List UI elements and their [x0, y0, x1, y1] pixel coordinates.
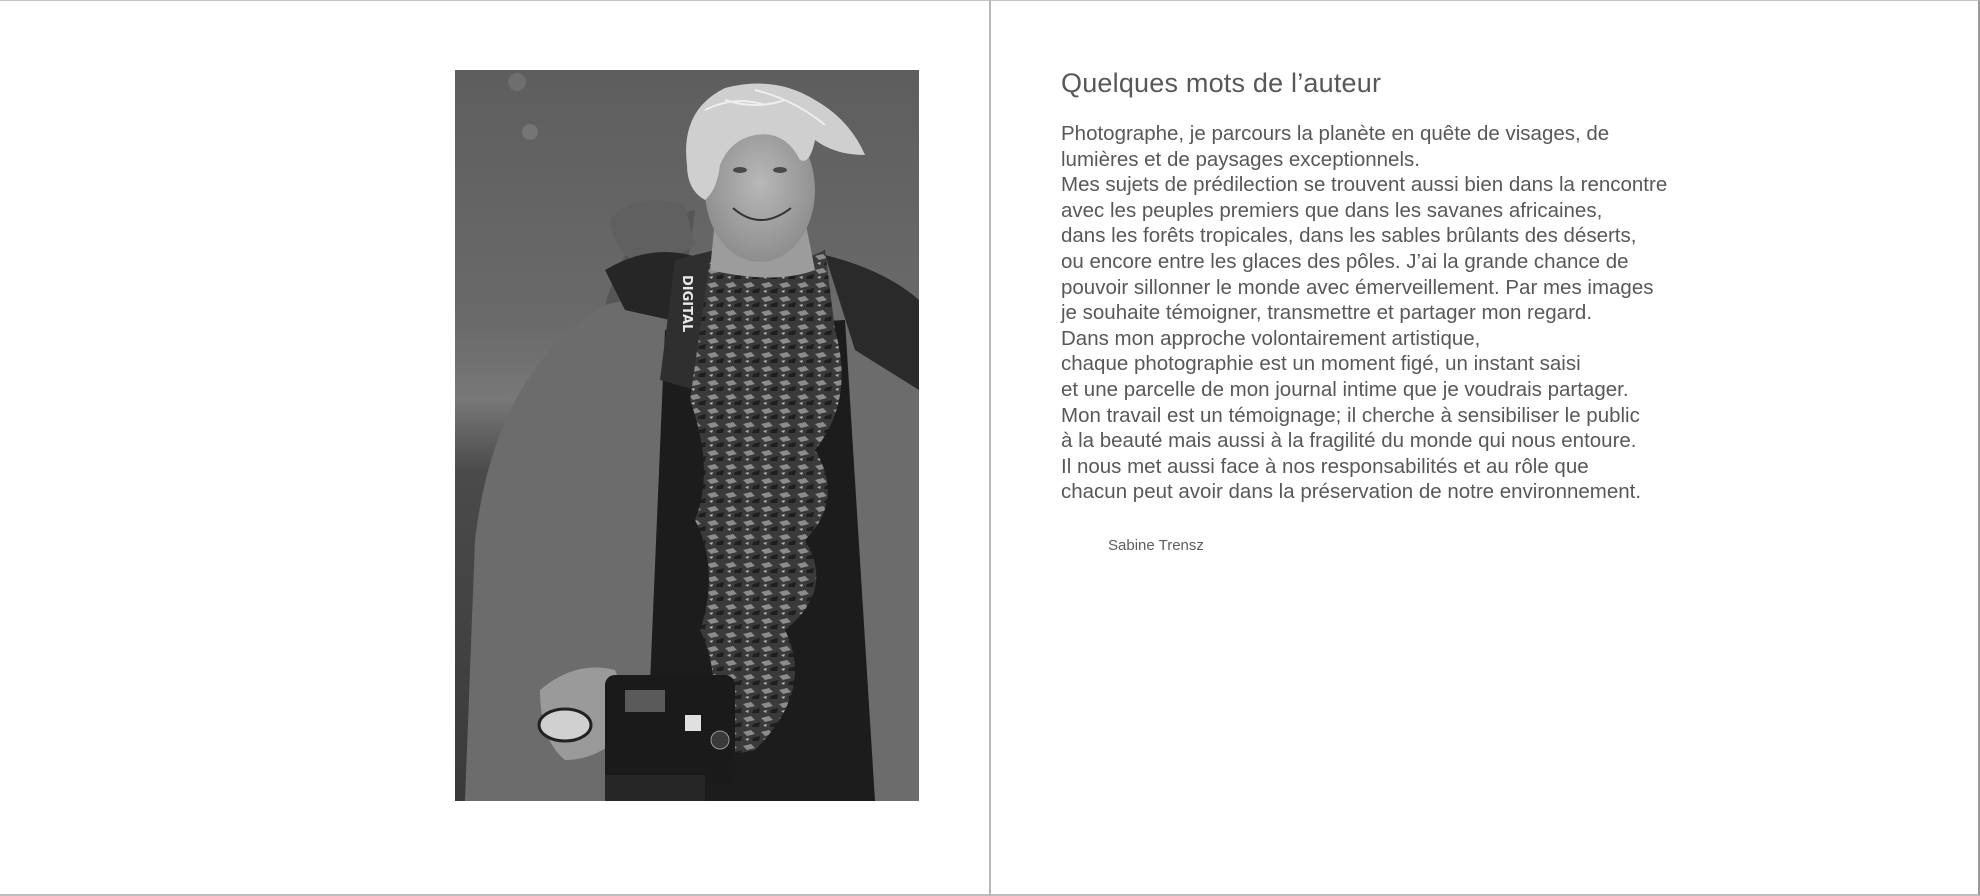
body-line: pouvoir sillonner le monde avec émerveillement. Par mes images — [1061, 275, 1654, 299]
page-gutter-divider — [989, 0, 991, 896]
body-line: et une parcelle de mon journal intime que je voudrais partager. — [1061, 377, 1629, 401]
body-line: chacun peut avoir dans la préservation de notre environnement. — [1061, 480, 1642, 504]
author-portrait-photo — [455, 70, 919, 801]
body-line: avec les peuples premiers que dans les savanes africaines, — [1061, 198, 1603, 222]
portrait-illustration — [455, 70, 919, 801]
author-note — [1061, 66, 1941, 505]
body-line: ou encore entre les glaces des pôles. J’ai la grande chance de — [1061, 249, 1629, 273]
body-line: à la beauté mais aussi à la fragilité du monde qui nous entoure. — [1061, 429, 1637, 453]
body-line: chaque photographie est un moment figé, un instant saisi — [1061, 352, 1581, 376]
body-line: dans les forêts tropicales, dans les sables brûlants des déserts, — [1061, 224, 1637, 248]
body-line: Photographe, je parcours la planète en quête de visages, de — [1061, 122, 1610, 145]
body-line: Il nous met aussi face à nos responsabilités et au rôle que — [1061, 454, 1589, 478]
body-line: je souhaite témoigner, transmettre et partager mon regard. — [1061, 301, 1593, 325]
body-line: Mon travail est un témoignage; il cherche à sensibiliser le public — [1061, 403, 1640, 427]
author-signature: Sabine Trensz — [1108, 537, 1204, 554]
body-line: Dans mon approche volontairement artistique, — [1061, 326, 1481, 350]
body-line: Mes sujets de prédilection se trouvent aussi bien dans la rencontre — [1061, 173, 1668, 197]
body-line: lumières et de paysages exceptionnels. — [1061, 147, 1420, 171]
author-note-body — [1061, 121, 1941, 505]
camera-strap-text: DIGITAL — [679, 275, 694, 333]
page-title: Quelques mots de l’auteur — [1061, 68, 1382, 98]
